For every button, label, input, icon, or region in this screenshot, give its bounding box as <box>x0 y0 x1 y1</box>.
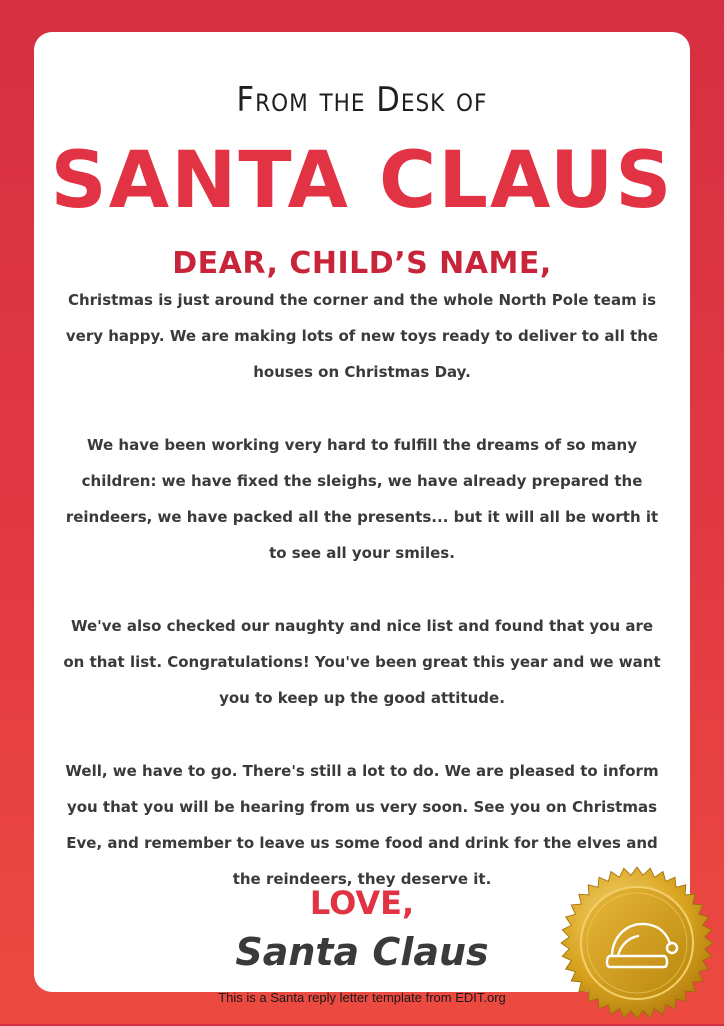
gold-seal-graphic <box>558 864 716 1022</box>
letter-paragraph: Well, we have to go. There's still a lot to do. We are pleased to inform you that you will be hearing from us very soon. See you on Christmas Eve, and remember to leave us some food and drink for the elves and the reindeers, they deserve it. <box>65 762 659 888</box>
letter-paragraph: We have been working very hard to fulfill the dreams of so many children: we have fixed the sleighs, we have already prepared the reindeers, we have packed all the presents... but it will all be worth it to see all your smiles. <box>65 436 659 562</box>
letter-closing: LOVE, <box>309 884 415 922</box>
letter-paper <box>34 32 690 1005</box>
gold-seal <box>558 864 716 1022</box>
letter-greeting: DEAR, CHILD’S NAME, <box>172 246 552 281</box>
letter-paragraph: Christmas is just around the corner and the whole North Pole team is very happy. We are making lots of new toys ready to deliver to all the houses on Christmas Day. <box>65 291 659 381</box>
letter-title: SANTA CLAUS <box>50 136 674 226</box>
seal-face <box>581 887 693 999</box>
letter-body <box>62 282 662 934</box>
letter-paragraph: We've also checked our naughty and nice list and found that you are on that list. Congratulations! You've been great this year and we want you to keep up the good attitude. <box>63 617 661 707</box>
letter-signature: Santa Claus <box>235 930 489 974</box>
letter-kicker: From the Desk of <box>236 80 488 120</box>
footer-note: This is a Santa reply letter template from EDIT.org <box>218 990 506 1005</box>
